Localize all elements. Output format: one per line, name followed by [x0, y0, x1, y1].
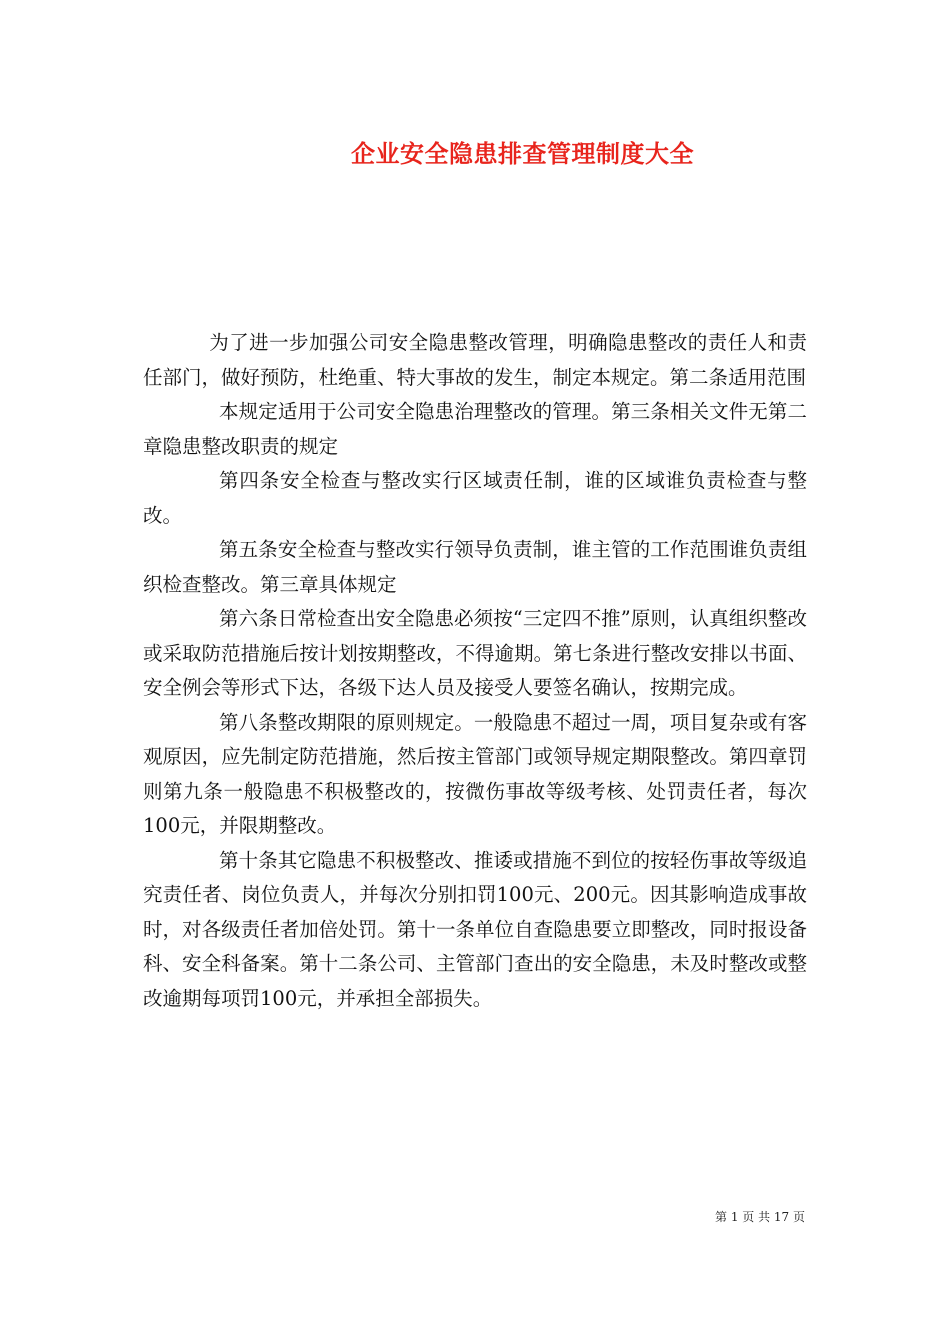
paragraph-7: 第十条其它隐患不积极整改、推诿或措施不到位的按轻伤事故等级追究责任者、岗位负责人，并每次分别扣罚100元、200元。因其影响造成事故时，对各级责任者加倍处罚。第十一条单位自查隐患要立即整改，同时报设备科、安全科备案。第十二条公司、主管部门查出的安全隐患，未及时整改或整改逾期每项罚100元，并承担全部损失。 — [143, 848, 807, 1010]
page-number-footer: 第 1 页 共 17 页 — [715, 1210, 805, 1224]
document-body — [143, 326, 807, 1016]
paragraph-6: 第八条整改期限的原则规定。一般隐患不超过一周，项目复杂或有客观原因，应先制定防范措施，然后按主管部门或领导规定期限整改。第四章罚则第九条一般隐患不积极整改的，按微伤事故等级考核、处罚责任者，每次100元，并限期整改。 — [143, 710, 807, 837]
document-title: 企业安全隐患排查管理制度大全 — [351, 139, 694, 168]
paragraph-2: 本规定适用于公司安全隐患治理整改的管理。第三条相关文件无第二章隐患整改职责的规定 — [143, 400, 807, 458]
paragraph-1: 为了进一步加强公司安全隐患整改管理，明确隐患整改的责任人和责任部门，做好预防，杜绝重、特大事故的发生，制定本规定。第二条适用范围 — [143, 331, 807, 389]
paragraph-4: 第五条安全检查与整改实行领导负责制，谁主管的工作范围谁负责组织检查整改。第三章具体规定 — [143, 538, 807, 596]
paragraph-5: 第六条日常检查出安全隐患必须按“三定四不推”原则，认真组织整改或采取防范措施后按计划按期整改，不得逾期。第七条进行整改安排以书面、安全例会等形式下达，各级下达人员及接受人要签名确认，按期完成。 — [143, 607, 807, 699]
paragraph-3: 第四条安全检查与整改实行区域责任制，谁的区域谁负责检查与整改。 — [143, 469, 807, 527]
